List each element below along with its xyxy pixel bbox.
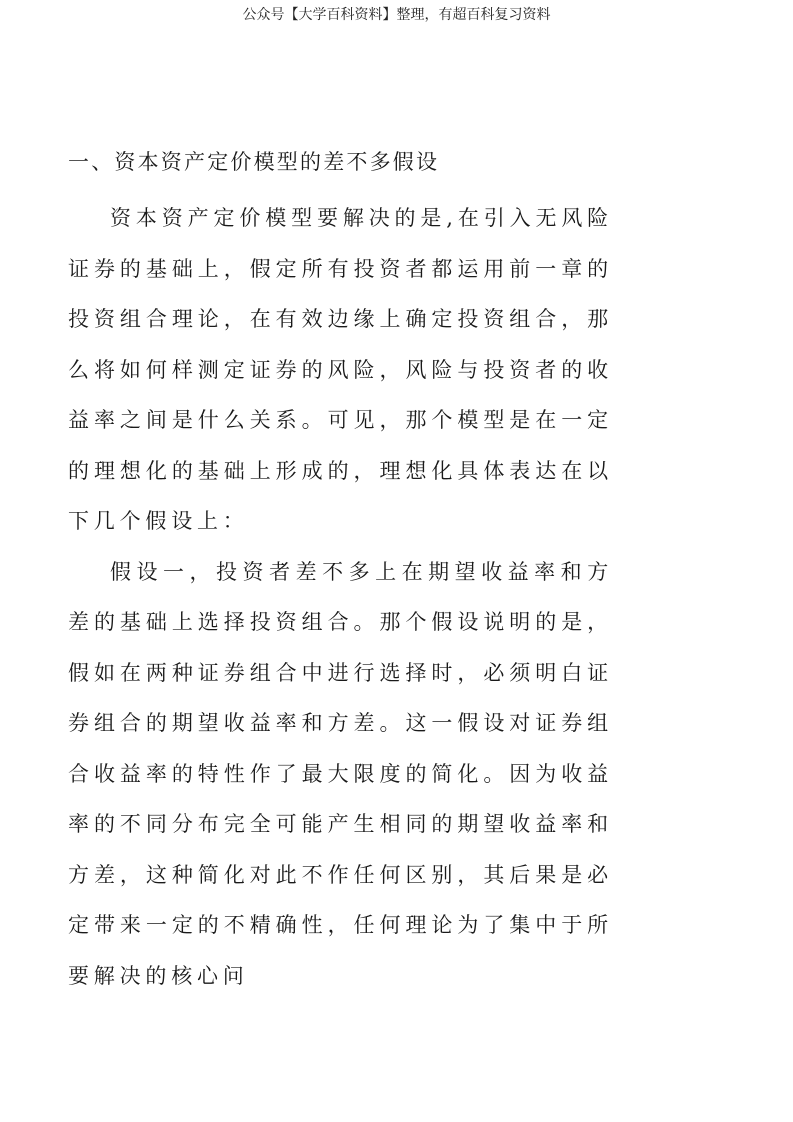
section-heading: 一、资本资产定价模型的差不多假设 <box>68 150 440 174</box>
paragraph-assumption-one: 假设一，投资者差不多上在期望收益率和方差的基础上选择投资组合。那个假设说明的是，假如在两种证券组合中进行选择时，必须明白证券组合的期望收益率和方差。这一假设对证券组合收益率的特性作了最大限度的简化。因为收益率的不同分布完全可能产生相同的期望收益率和方差，这种简化对此不作任何区别，其后果是必定带来一定的不精确性，任何理论为了集中于所要解决的核心问 <box>68 559 613 988</box>
page-header: 公众号【大学百科资料】整理，有超百科复习资料 <box>242 7 551 23</box>
paragraph-intro: 资本资产定价模型要解决的是,在引入无风险证券的基础上，假定所有投资者都运用前一章的投资组合理论，在有效边缘上确定投资组合，那么将如何样测定证券的风险，风险与投资者的收益率之间是什么关系。可见，那个模型是在一定的理想化的基础上形成的，理想化具体表达在以下几个假设上： <box>68 206 613 533</box>
document-body <box>68 146 613 1001</box>
